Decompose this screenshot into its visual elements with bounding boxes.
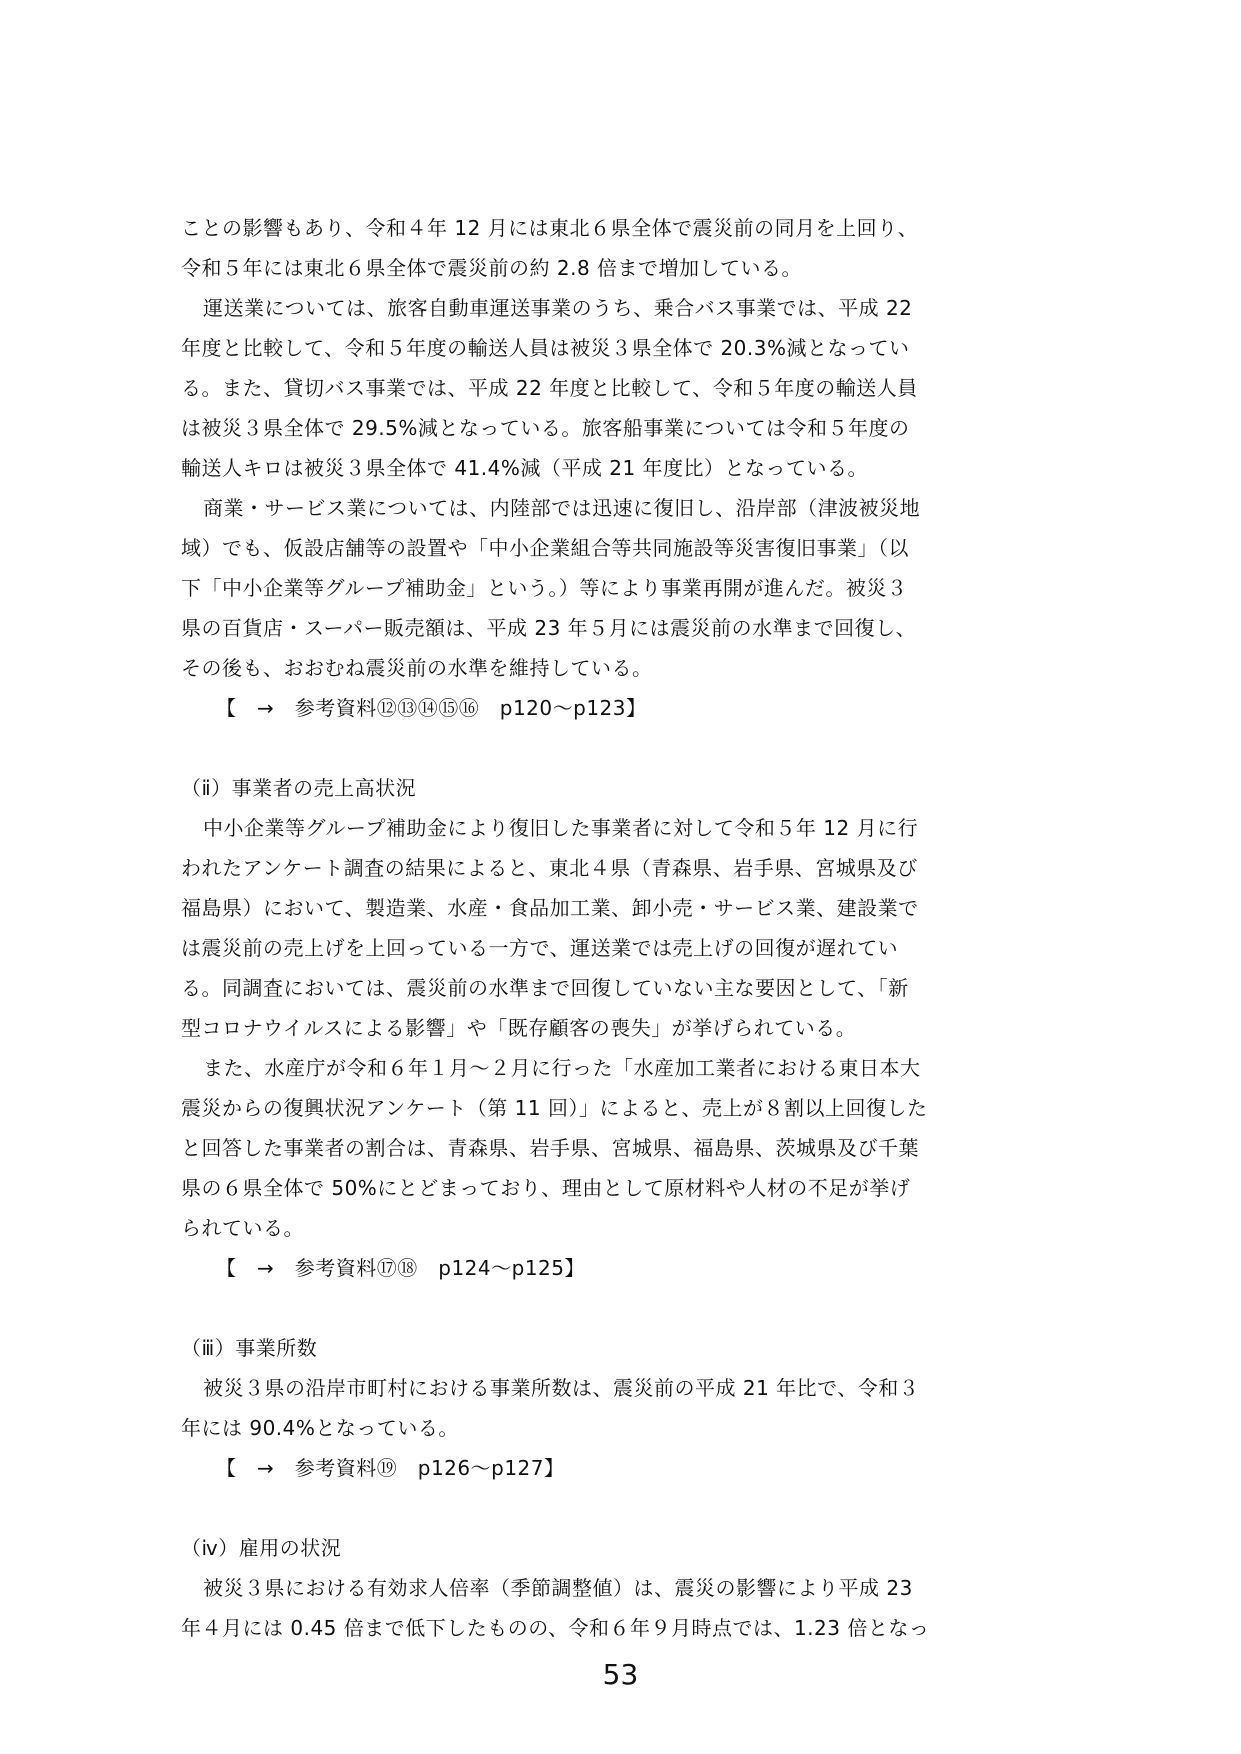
text-line: られている。 [181,1216,304,1240]
text-line: 域）でも、仮設店舗等の設置や「中小企業組合等共同施設等災害復旧事業」（以 [181,536,909,560]
body-text [181,208,1061,1648]
text-line: 令和５年には東北６県全体で震災前の約 2.8 倍まで増加している。 [181,256,803,280]
text-line: は被災３県全体で 29.5%減となっている。旅客船事業については令和５年度の [181,416,910,440]
section-heading: （ⅳ）雇用の状況 [181,1536,342,1560]
paragraph [181,288,1061,488]
paragraph [181,208,1061,288]
spacer [181,1288,1061,1328]
paragraph [181,808,1061,1048]
text-line: また、水産庁が令和６年１月～２月に行った「水産加工業者における東日本大 [203,1056,921,1080]
paragraph [181,1368,1061,1448]
text-line: 運送業については、旅客自動車運送事業のうち、乗合バス事業では、平成 22 [203,296,913,320]
paragraph [181,1568,1061,1648]
section-heading: （ⅱ）事業者の売上高状況 [181,776,417,800]
text-line: と回答した事業者の割合は、青森県、岩手県、宮城県、福島県、茨城県及び千葉 [181,1136,919,1160]
text-line: 被災３県の沿岸市町村における事業所数は、震災前の平成 21 年比で、令和３ [203,1376,920,1400]
text-line: 県の百貨店・スーパー販売額は、平成 23 年５月には震災前の水準まで回復し、 [181,616,917,640]
reference-note: 【 → 参考資料⑫⑬⑭⑮⑯ p120～p123】 [216,696,647,720]
text-line: ことの影響もあり、令和４年 12 月には東北６県全体で震災前の同月を上回り、 [181,216,919,240]
text-line: われたアンケート調査の結果によると、東北４県（青森県、岩手県、宮城県及び [181,856,918,880]
text-line: る。また、貸切バス事業では、平成 22 年度と比較して、令和５年度の輸送人員 [181,376,918,400]
spacer [181,728,1061,768]
page-number: 53 [602,1658,639,1691]
text-line: 年には 90.4%となっている。 [181,1416,459,1440]
text-line: 震災からの復興状況アンケート（第 11 回）」によると、売上が８割以上回復した [181,1096,928,1120]
text-line: 県の６県全体で 50%にとどまっており、理由として原材料や人材の不足が挙げ [181,1176,911,1200]
text-line: 年度と比較して、令和５年度の輸送人員は被災３県全体で 20.3%減となってい [181,336,910,360]
text-line: は震災前の売上げを上回っている一方で、運送業では売上げの回復が遅れてい [181,936,899,960]
text-line: 年４月には 0.45 倍まで低下したものの、令和６年９月時点では、1.23 倍となっ [181,1616,930,1640]
text-line: その後も、おおむね震災前の水準を維持している。 [181,656,653,680]
text-line: 商業・サービス業については、内陸部では迅速に復旧し、沿岸部（津波被災地 [203,496,921,520]
text-line: 被災３県における有効求人倍率（季節調整値）は、震災の影響により平成 23 [203,1576,913,1600]
text-line: る。同調査においては、震災前の水準まで回復していない主な要因として、「新 [181,976,909,1000]
reference-note: 【 → 参考資料⑰⑱ p124～p125】 [216,1256,585,1280]
text-line: 下「中小企業等グループ補助金」という。）等により事業再開が進んだ。被災３ [181,576,908,600]
spacer [181,1488,1061,1528]
reference-note: 【 → 参考資料⑲ p126～p127】 [216,1456,565,1480]
text-line: 輸送人キロは被災３県全体で 41.4%減（平成 21 年度比）となっている。 [181,456,869,480]
paragraph [181,1048,1061,1248]
text-line: 中小企業等グループ補助金により復旧した事業者に対して令和５年 12 月に行 [203,816,919,840]
text-line: 型コロナウイルスによる影響」や「既存顧客の喪失」が挙げられている。 [181,1016,857,1040]
text-line: 福島県）において、製造業、水産・食品加工業、卸小売・サービス業、建設業で [181,896,919,920]
section-heading: （ⅲ）事業所数 [181,1336,318,1360]
paragraph [181,488,1061,688]
